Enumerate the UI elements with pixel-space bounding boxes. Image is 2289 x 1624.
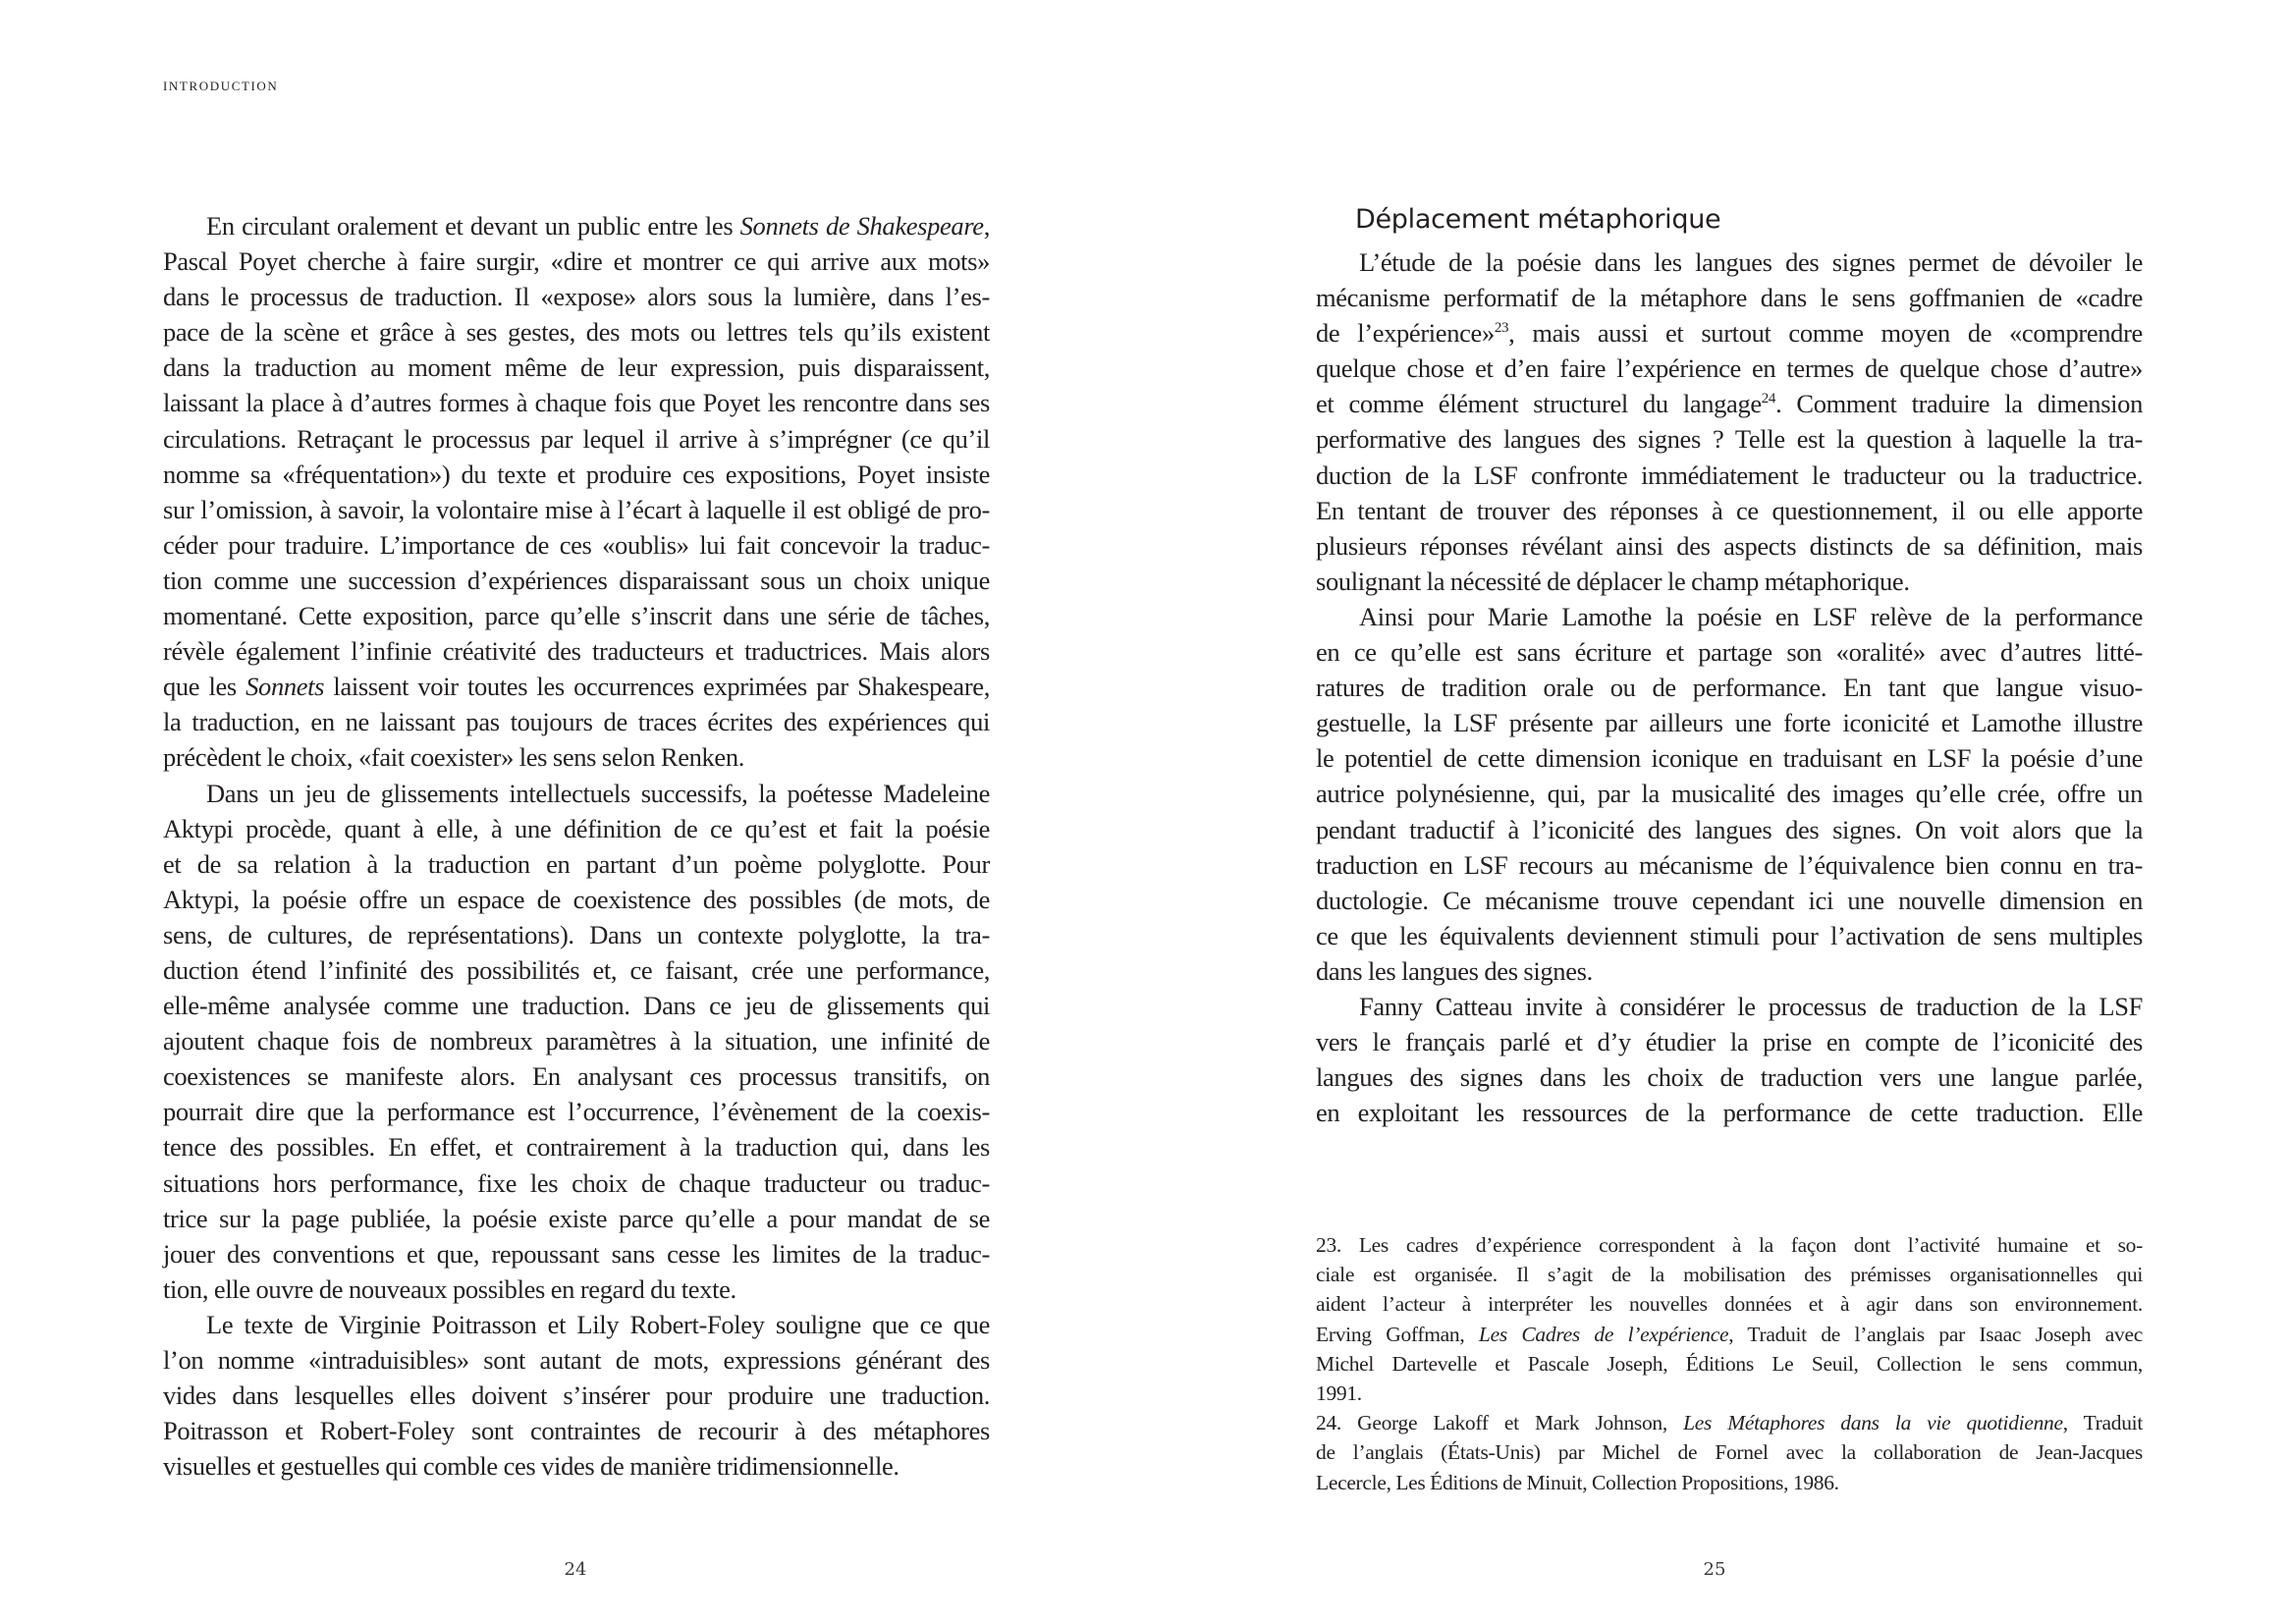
text-line: Poitrasson et Robert-Foley sont contraintes de recourir à des métaphores — [163, 1416, 990, 1446]
footnote-23 — [1316, 1230, 2143, 1408]
text-line: de l’expérience»$^{23}$, mais aussi et surtout comme moyen de «comprendre — [1316, 318, 2143, 349]
paragraph-start-line: Dans un jeu de glissements intellectuels successifs, la poétesse Madeleine — [206, 778, 990, 808]
text-line: pace de la scène et grâce à ses gestes, des mots ou lettres tels qu’ils existent — [163, 317, 990, 348]
footnotes — [1316, 1230, 2143, 1497]
page-number: 24 — [564, 1559, 587, 1580]
paragraph-start-line: Le texte de Virginie Poitrasson et Lily Robert-Foley souligne que ce que — [206, 1309, 990, 1339]
footnote-24 — [1316, 1408, 2143, 1497]
text-line: en exploitant les ressources de la performance de cette traduction. Elle — [1316, 1098, 2143, 1128]
text-line: et comme élément structurel du langage$^{24}$. Comment traduire la dimension — [1316, 389, 2143, 419]
text-line: nomme sa «fréquentation») du texte et produire ces expositions, Poyet insiste — [163, 459, 990, 489]
text-line: performative des langues des signes ? Telle est la question à laquelle la tra- — [1316, 424, 2143, 455]
text-line: momentané. Cette exposition, parce qu’elle s’inscrit dans une série de tâches, — [163, 601, 990, 631]
text-line: sens, de cultures, de représentations). Dans un contexte polyglotte, la tra- — [163, 919, 990, 949]
text-line: visuelles et gestuelles qui comble ces vides de manière tridimensionnelle. — [163, 1451, 899, 1482]
text-line: ductologie. Ce mécanisme trouve cependant ici une nouvelle dimension en — [1316, 885, 2143, 915]
left-page — [0, 0, 1144, 1624]
text-line: duction de la LSF confronte immédiatement le traducteur ou la traductrice. — [1316, 460, 2143, 490]
text-line: langues des signes dans les choix de traduction vers une langue parlée, — [1316, 1062, 2143, 1093]
text-line: vides dans lesquelles elles doivent s’insérer pour produire une traduction. — [163, 1380, 990, 1411]
text-line: précèdent le choix, «fait coexister» les sens selon Renken. — [163, 742, 745, 773]
right-page — [1145, 0, 2289, 1624]
text-line: traduction en LSF recours au mécanisme de l’équivalence bien connu en tra- — [1316, 849, 2143, 880]
text-line: sur l’omission, à savoir, la volontaire mise à l’écart à laquelle il est obligé de pro- — [163, 494, 990, 524]
text-line: coexistences se manifeste alors. En analysant ces processus transitifs, on — [163, 1061, 990, 1092]
paragraph-start-line: Fanny Catteau invite à considérer le processus de traduction de la LSF — [1359, 991, 2143, 1021]
text-line: vers le français parlé et d’y étudier la prise en compte de l’iconicité des — [1316, 1027, 2143, 1057]
text-line: trice sur la page publiée, la poésie existe parce qu’elle a pour mandat de se — [163, 1203, 990, 1233]
text-line: duction étend l’infinité des possibilités et, ce faisant, crée une performance, — [163, 954, 990, 985]
text-line: l’on nomme «intraduisibles» sont autant de mots, expressions générant des — [163, 1345, 990, 1375]
text-line: mécanisme performatif de la métaphore dans le sens goffmanien de «cadre — [1316, 283, 2143, 313]
text-line: ratures de tradition orale ou de performance. En tant que langue visuo- — [1316, 673, 2143, 703]
text-line: tence des possibles. En effet, et contrairement à la traduction qui, dans les — [163, 1132, 990, 1163]
text-line: circulations. Retraçant le processus par lequel il arrive à s’imprégner (ce qu’il — [163, 423, 990, 454]
text-line: la traduction, en ne laissant pas toujours de traces écrites des expériences qui — [163, 707, 990, 737]
text-line: ce que les équivalents deviennent stimuli pour l’activation de sens multiples — [1316, 920, 2143, 950]
paragraph-start-line: En circulant oralement et devant un public entre les Sonnets de Shakespeare, — [206, 211, 990, 241]
text-line: céder pour traduire. L’importance de ces «oublis» lui fait concevoir la traduc- — [163, 529, 990, 560]
paragraph-start-line: Ainsi pour Marie Lamothe la poésie en LSF relève de la performance — [1359, 601, 2143, 631]
text-line: en ce qu’elle est sans écriture et partage son «oralité» avec d’autres litté- — [1316, 637, 2143, 668]
text-line: pendant traductif à l’iconicité des langues des signes. On voit alors que la — [1316, 814, 2143, 844]
text-line: tion comme une succession d’expériences disparaissant sous un choix unique — [163, 565, 990, 595]
text-line: situations hors performance, fixe les choix de chaque traducteur ou traduc- — [163, 1167, 990, 1198]
text-line: Pascal Poyet cherche à faire surgir, «dire et montrer ce qui arrive aux mots» — [163, 246, 990, 277]
text-line: autrice polynésienne, qui, par la musicalité des images qu’elle crée, offre un — [1316, 779, 2143, 809]
text-line: dans le processus de traduction. Il «expose» alors sous la lumière, dans l’es- — [163, 282, 990, 312]
text-line: gestuelle, la LSF présente par ailleurs une forte iconicité et Lamothe illustre — [1316, 708, 2143, 738]
footnote-line: 23. Les cadres d’expérience correspondent à la façon dont l’activité humaine et so- — [1316, 1233, 2143, 1257]
text-line: dans la traduction au moment même de leur expression, puis disparaissent, — [163, 352, 990, 383]
footnote-line: 24. George Lakoff et Mark Johnson, Les Métaphores dans la vie quotidienne, Traduit — [1316, 1411, 2143, 1435]
text-line: plusieurs réponses révélant ainsi des aspects distincts de sa définition, mais — [1316, 530, 2143, 561]
text-line: jouer des conventions et que, repoussant sans cesse les limites de la traduc- — [163, 1238, 990, 1269]
body-text — [163, 208, 990, 1484]
text-line: En tentant de trouver des réponses à ce questionnement, il ou elle apporte — [1316, 495, 2143, 525]
paragraph-start-line: L’étude de la poésie dans les langues des signes permet de dévoiler le — [1359, 247, 2143, 277]
footnote-line: 1991. — [1316, 1380, 1362, 1405]
footnote-line: aident l’acteur à interpréter les nouvelles données et à agir dans son environnement. — [1316, 1292, 2143, 1317]
running-head: introduction — [163, 75, 279, 95]
footnote-line: de l’anglais (États-Unis) par Michel de Fornel avec la collaboration de Jean-Jacques — [1316, 1440, 2143, 1465]
text-line: pourrait dire que la performance est l’occurrence, l’évènement de la coexis- — [163, 1097, 990, 1127]
text-line: Aktypi, la poésie offre un espace de coexistence des possibles (de mots, de — [163, 884, 990, 914]
footnote-line: Michel Dartevelle et Pascale Joseph, Éditions Le Seuil, Collection le sens commun, — [1316, 1351, 2143, 1376]
section-heading: Déplacement métaphorique — [1355, 204, 1721, 235]
page-number: 25 — [1703, 1559, 1726, 1580]
text-line: Aktypi procède, quant à elle, à une définition de ce qu’est et fait la poésie — [163, 813, 990, 843]
text-line: soulignant la nécessité de déplacer le champ métaphorique. — [1316, 566, 1910, 596]
footnote-line: Erving Goffman, Les Cadres de l’expérience, Traduit de l’anglais par Isaac Joseph avec — [1316, 1322, 2143, 1346]
text-line: le potentiel de cette dimension iconique en traduisant en LSF la poésie d’une — [1316, 743, 2143, 774]
text-line: tion, elle ouvre de nouveaux possibles en regard du texte. — [163, 1273, 736, 1304]
footnote-line: ciale est organisée. Il s’agit de la mobilisation des prémisses organisationnelles qui — [1316, 1263, 2143, 1287]
text-line: quelque chose et d’en faire l’expérience en termes de quelque chose d’autre» — [1316, 353, 2143, 384]
footnote-line: Lecercle, Les Éditions de Minuit, Collection Propositions, 1986. — [1316, 1470, 1839, 1494]
text-line: elle-même analysée comme une traduction. Dans ce jeu de glissements qui — [163, 991, 990, 1021]
text-line: et de sa relation à la traduction en partant d’un poème polyglotte. Pour — [163, 848, 990, 879]
text-line: révèle également l’infinie créativité des traducteurs et traductrices. Mais alors — [163, 636, 990, 667]
text-line: laissant la place à d’autres formes à chaque fois que Poyet les rencontre dans ses — [163, 388, 990, 418]
body-text — [1316, 244, 2143, 1130]
text-line: dans les langues des signes. — [1316, 955, 1593, 986]
text-line: ajoutent chaque fois de nombreux paramètres à la situation, une infinité de — [163, 1026, 990, 1056]
text-line: que les Sonnets laissent voir toutes les occurrences exprimées par Shakespeare, — [163, 672, 990, 702]
